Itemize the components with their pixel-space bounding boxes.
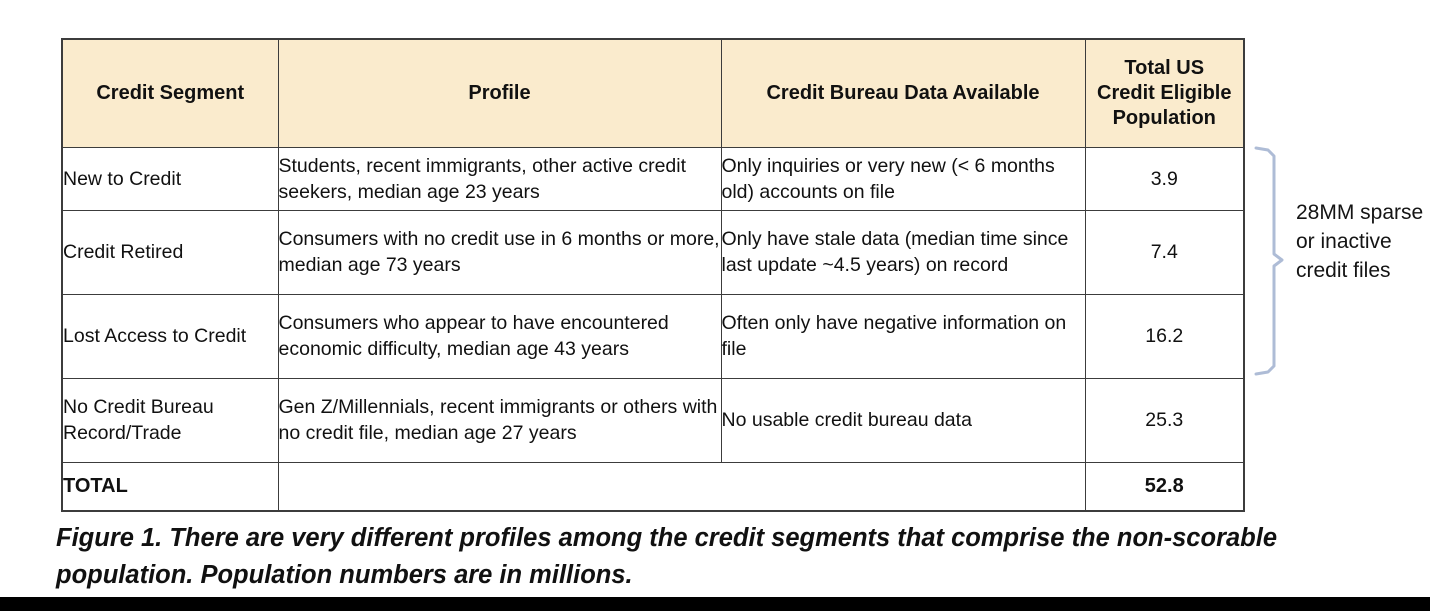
cell-segment: Credit Retired [62,210,278,294]
cell-segment: New to Credit [62,147,278,210]
cell-segment: Lost Access to Credit [62,294,278,378]
column-header-credit-bureau-data: Credit Bureau Data Available [721,39,1085,147]
cell-population: 7.4 [1085,210,1244,294]
column-header-total-us-credit-eligible-population: Total US Credit Eligible Population [1085,39,1244,147]
cell-profile: Consumers who appear to have encountered economic difficulty, median age 43 years [278,294,721,378]
table-row [62,147,1244,210]
cell-population: 16.2 [1085,294,1244,378]
table-total-row [62,462,1244,511]
cell-total-population: 52.8 [1085,462,1244,511]
table-row [62,378,1244,462]
annotation-label: 28MM sparse or inactive credit files [1296,201,1424,282]
table-header-row [62,39,1244,147]
bottom-black-bar [0,597,1430,611]
cell-population: 25.3 [1085,378,1244,462]
credit-segments-table-wrapper [61,38,1243,512]
cell-profile: Consumers with no credit use in 6 months or more, median age 73 years [278,210,721,294]
credit-segments-table [61,38,1245,512]
column-header-profile: Profile [278,39,721,147]
cell-bureau-data: Only inquiries or very new (< 6 months old) accounts on file [721,147,1085,210]
table-row [62,210,1244,294]
sparse-inactive-annotation-group [1254,146,1430,376]
cell-population: 3.9 [1085,147,1244,210]
cell-bureau-data: Only have stale data (median time since last update ~4.5 years) on record [721,210,1085,294]
column-header-credit-segment: Credit Segment [62,39,278,147]
cell-bureau-data: No usable credit bureau data [721,378,1085,462]
cell-segment: No Credit Bureau Record/Trade [62,378,278,462]
cell-total-label: TOTAL [62,462,278,511]
cell-profile: Students, recent immigrants, other active credit seekers, median age 23 years [278,147,721,210]
cell-profile: Gen Z/Millennials, recent immigrants or others with no credit file, median age 27 years [278,378,721,462]
cell-total-blank [278,462,1085,511]
table-row [62,294,1244,378]
cell-bureau-data: Often only have negative information on file [721,294,1085,378]
curly-brace-icon [1254,146,1294,376]
figure-caption: Figure 1. There are very different profiles among the credit segments that comprise the non-scorable population. Population numbers are in millions. [56,524,1278,589]
